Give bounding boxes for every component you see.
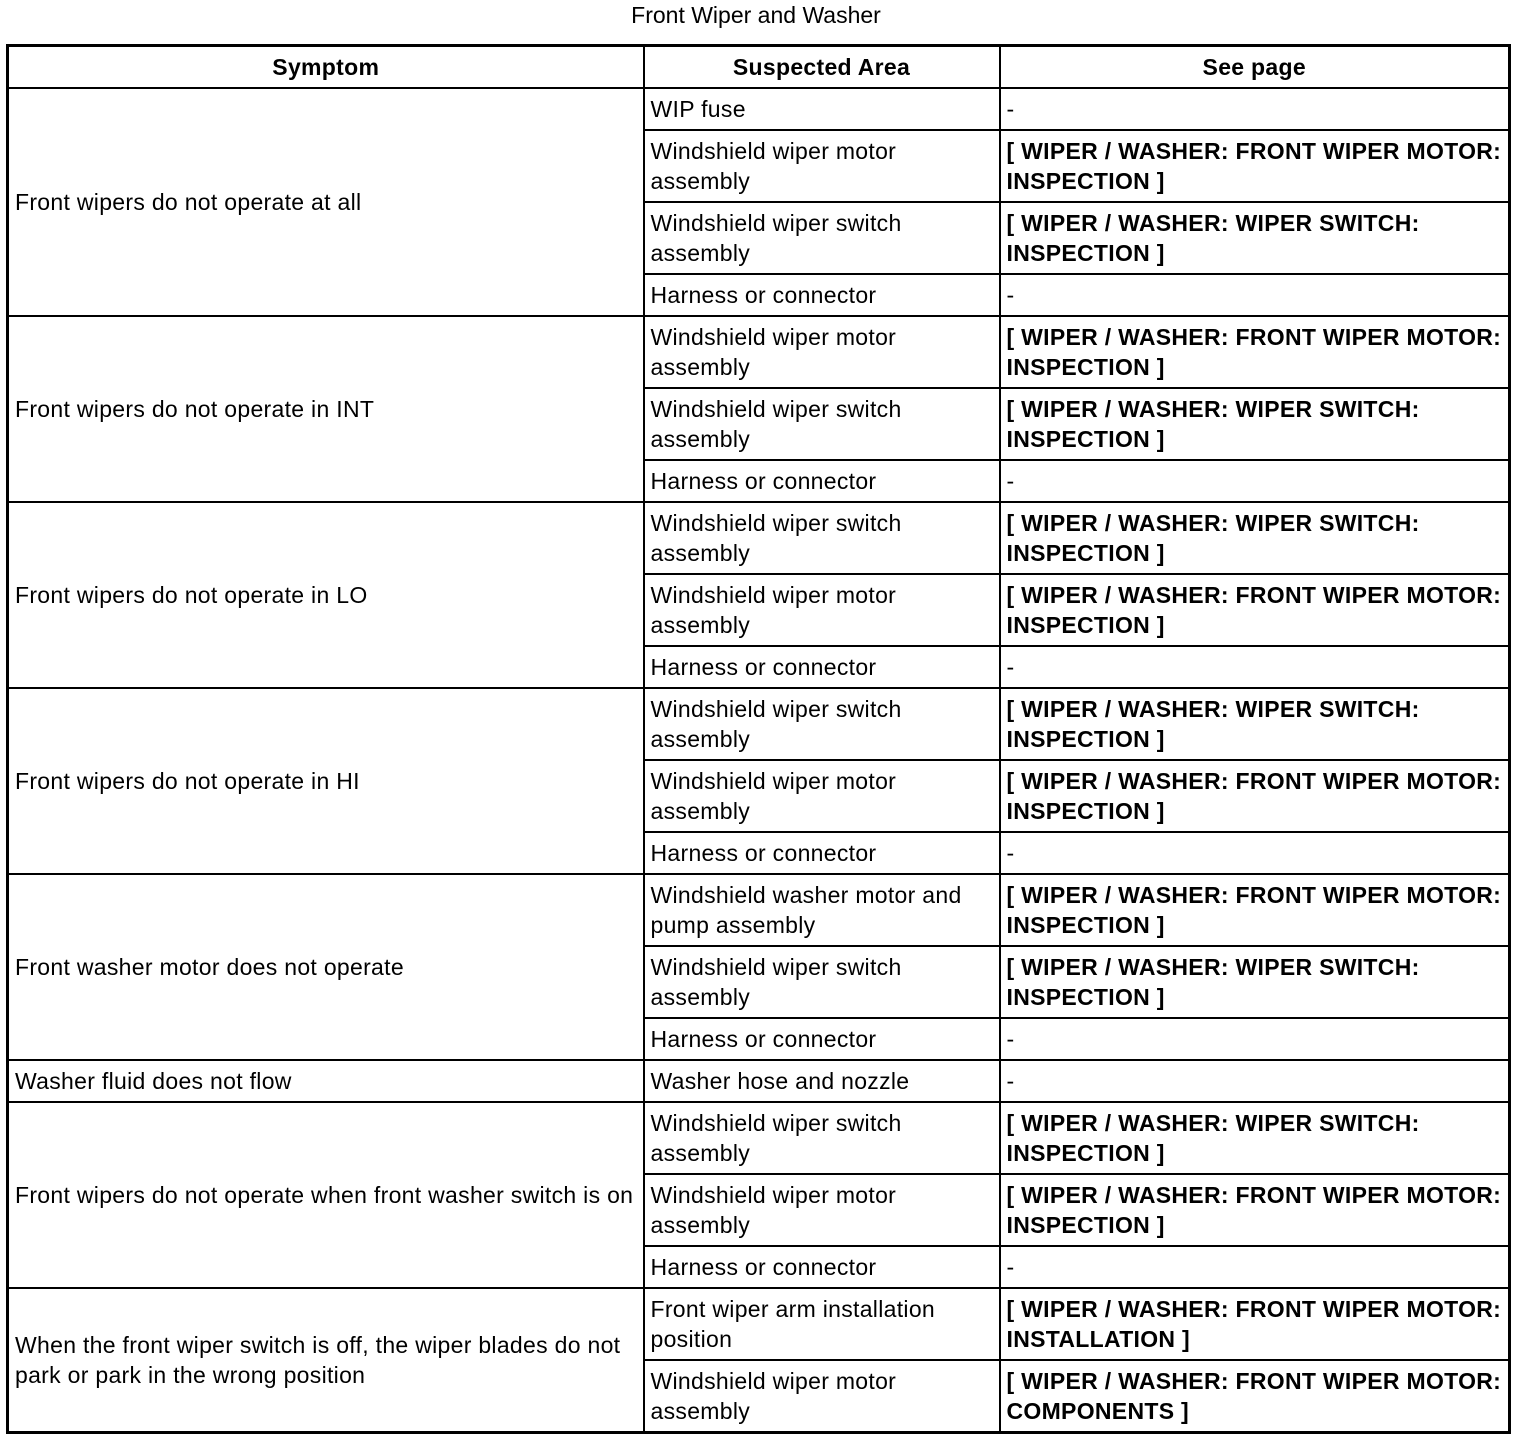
see-page-cell: -: [1000, 274, 1510, 316]
suspected-area-cell: Front wiper arm installation position: [644, 1288, 1000, 1360]
table-caption: Front Wiper and Washer: [631, 2, 881, 28]
see-page-reference: [ WIPER / WASHER: FRONT WIPER MOTOR: COMPONENTS ]: [1000, 1360, 1510, 1433]
table-row: [8, 316, 1510, 388]
see-page-reference: [ WIPER / WASHER: WIPER SWITCH: INSPECTION ]: [1000, 1102, 1510, 1174]
table-body: [8, 88, 1510, 1433]
see-page-reference: [ WIPER / WASHER: WIPER SWITCH: INSPECTION ]: [1000, 688, 1510, 760]
see-page-cell: -: [1000, 646, 1510, 688]
see-page-reference: [ WIPER / WASHER: WIPER SWITCH: INSPECTION ]: [1000, 502, 1510, 574]
header-symptom: Symptom: [8, 46, 644, 89]
table-row: [8, 1288, 1510, 1360]
suspected-area-cell: WIP fuse: [644, 88, 1000, 130]
table-row: [8, 688, 1510, 760]
symptom-cell: Front wipers do not operate at all: [8, 88, 644, 316]
see-page-cell: -: [1000, 1060, 1510, 1102]
table-row: [8, 874, 1510, 946]
suspected-area-cell: Harness or connector: [644, 646, 1000, 688]
suspected-area-cell: Harness or connector: [644, 274, 1000, 316]
table-row: [8, 1102, 1510, 1174]
see-page-cell: -: [1000, 1246, 1510, 1288]
see-page-reference: [ WIPER / WASHER: FRONT WIPER MOTOR: INSPECTION ]: [1000, 130, 1510, 202]
see-page-cell: -: [1000, 832, 1510, 874]
see-page-reference: [ WIPER / WASHER: FRONT WIPER MOTOR: INSPECTION ]: [1000, 316, 1510, 388]
suspected-area-cell: Windshield wiper motor assembly: [644, 574, 1000, 646]
see-page-reference: [ WIPER / WASHER: FRONT WIPER MOTOR: INSPECTION ]: [1000, 1174, 1510, 1246]
symptom-cell: Front wipers do not operate when front washer switch is on: [8, 1102, 644, 1288]
see-page-reference: [ WIPER / WASHER: FRONT WIPER MOTOR: INSPECTION ]: [1000, 574, 1510, 646]
see-page-cell: -: [1000, 88, 1510, 130]
suspected-area-cell: Windshield wiper switch assembly: [644, 946, 1000, 1018]
suspected-area-cell: Windshield wiper switch assembly: [644, 388, 1000, 460]
see-page-reference: [ WIPER / WASHER: WIPER SWITCH: INSPECTION ]: [1000, 388, 1510, 460]
suspected-area-cell: Windshield washer motor and pump assembly: [644, 874, 1000, 946]
suspected-area-cell: Harness or connector: [644, 1246, 1000, 1288]
see-page-cell: -: [1000, 1018, 1510, 1060]
suspected-area-cell: Harness or connector: [644, 460, 1000, 502]
suspected-area-cell: Windshield wiper switch assembly: [644, 202, 1000, 274]
suspected-area-cell: Windshield wiper switch assembly: [644, 1102, 1000, 1174]
suspected-area-cell: Washer hose and nozzle: [644, 1060, 1000, 1102]
symptom-cell: Front washer motor does not operate: [8, 874, 644, 1060]
symptom-cell: Washer fluid does not flow: [8, 1060, 644, 1102]
suspected-area-cell: Windshield wiper motor assembly: [644, 760, 1000, 832]
table-row: [8, 502, 1510, 574]
suspected-area-cell: Harness or connector: [644, 1018, 1000, 1060]
suspected-area-cell: Windshield wiper motor assembly: [644, 1174, 1000, 1246]
suspected-area-cell: Windshield wiper switch assembly: [644, 502, 1000, 574]
symptom-cell: Front wipers do not operate in INT: [8, 316, 644, 502]
suspected-area-cell: Windshield wiper motor assembly: [644, 316, 1000, 388]
suspected-area-cell: Windshield wiper motor assembly: [644, 1360, 1000, 1433]
suspected-area-cell: Windshield wiper switch assembly: [644, 688, 1000, 760]
table-row: [8, 88, 1510, 130]
suspected-area-cell: Windshield wiper motor assembly: [644, 130, 1000, 202]
header-see-page: See page: [1000, 46, 1510, 89]
see-page-reference: [ WIPER / WASHER: FRONT WIPER MOTOR: INSPECTION ]: [1000, 760, 1510, 832]
see-page-reference: [ WIPER / WASHER: WIPER SWITCH: INSPECTION ]: [1000, 946, 1510, 1018]
see-page-cell: -: [1000, 460, 1510, 502]
see-page-reference: [ WIPER / WASHER: WIPER SWITCH: INSPECTION ]: [1000, 202, 1510, 274]
symptom-cell: Front wipers do not operate in HI: [8, 688, 644, 874]
symptom-table: [6, 44, 1511, 1434]
header-row: [8, 46, 1510, 89]
symptom-cell: Front wipers do not operate in LO: [8, 502, 644, 688]
see-page-reference: [ WIPER / WASHER: FRONT WIPER MOTOR: INSPECTION ]: [1000, 874, 1510, 946]
symptom-cell: When the front wiper switch is off, the wiper blades do not park or park in the wrong position: [8, 1288, 644, 1433]
see-page-reference: [ WIPER / WASHER: FRONT WIPER MOTOR: INSTALLATION ]: [1000, 1288, 1510, 1360]
header-suspected-area: Suspected Area: [644, 46, 1000, 89]
suspected-area-cell: Harness or connector: [644, 832, 1000, 874]
table-row: [8, 1060, 1510, 1102]
